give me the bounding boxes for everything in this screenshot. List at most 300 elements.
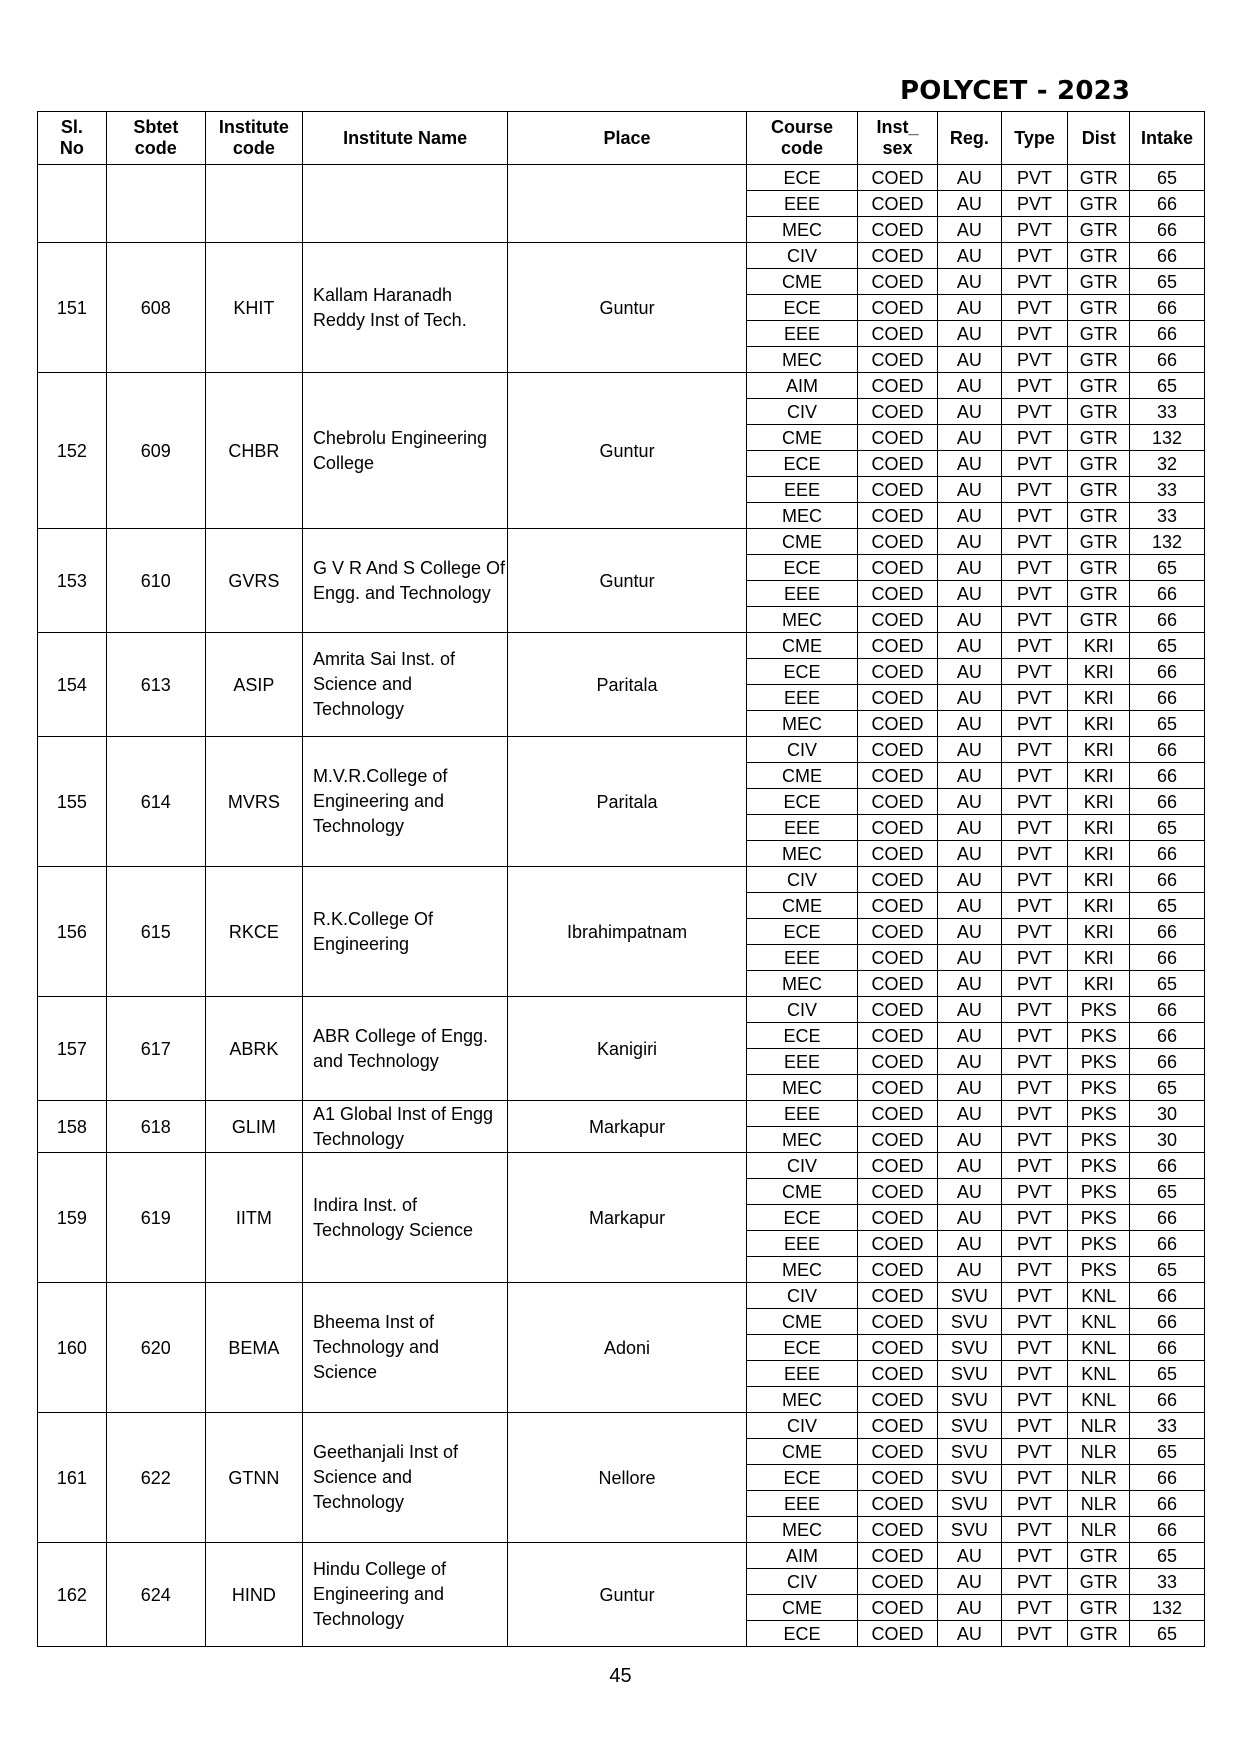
intake-cell: 66 [1130,1049,1205,1075]
region-cell: AU [937,1075,1001,1101]
institute-name-cell: Kallam Haranadh Reddy Inst of Tech. [302,243,507,373]
inst-sex-cell: COED [858,659,938,685]
institute-name-cell: Indira Inst. of Technology Science [302,1153,507,1283]
course-code-cell: CIV [746,867,857,893]
intake-cell: 32 [1130,451,1205,477]
district-cell: GTR [1068,347,1130,373]
district-cell: PKS [1068,1127,1130,1153]
course-code-cell: EEE [746,1231,857,1257]
district-cell: GTR [1068,581,1130,607]
course-code-cell: CME [746,269,857,295]
type-cell: PVT [1001,1231,1068,1257]
institute-name-cell: ABR College of Engg. and Technology [302,997,507,1101]
type-cell: PVT [1001,191,1068,217]
intake-cell: 66 [1130,737,1205,763]
inst-sex-cell: COED [858,1283,938,1309]
inst-sex-cell: COED [858,581,938,607]
district-cell: KRI [1068,867,1130,893]
inst-sex-cell: COED [858,711,938,737]
type-cell: PVT [1001,555,1068,581]
region-cell: AU [937,477,1001,503]
type-cell: PVT [1001,1075,1068,1101]
inst-sex-cell: COED [858,399,938,425]
type-cell: PVT [1001,451,1068,477]
table-row [38,633,1205,659]
intake-cell: 66 [1130,685,1205,711]
sl-no-cell: 151 [38,243,107,373]
district-cell: GTR [1068,503,1130,529]
type-cell: PVT [1001,945,1068,971]
district-cell: KNL [1068,1361,1130,1387]
institute-code-cell: ASIP [205,633,302,737]
region-cell: AU [937,633,1001,659]
district-cell: KNL [1068,1335,1130,1361]
district-cell: NLR [1068,1517,1130,1543]
intake-cell: 66 [1130,1153,1205,1179]
inst-sex-cell: COED [858,477,938,503]
region-cell: AU [937,763,1001,789]
intake-cell: 65 [1130,1543,1205,1569]
place-cell: Markapur [508,1153,747,1283]
type-cell: PVT [1001,217,1068,243]
inst-sex-cell: COED [858,867,938,893]
course-code-cell: MEC [746,841,857,867]
inst-sex-cell: COED [858,1231,938,1257]
table-row [38,1413,1205,1439]
column-header-district [1068,112,1130,165]
region-cell: AU [937,581,1001,607]
inst-sex-cell: COED [858,269,938,295]
inst-sex-cell: COED [858,295,938,321]
inst-sex-cell: COED [858,503,938,529]
course-code-cell: MEC [746,1075,857,1101]
district-cell: KNL [1068,1309,1130,1335]
type-cell: PVT [1001,1439,1068,1465]
district-cell: NLR [1068,1491,1130,1517]
institute-name-cell: Amrita Sai Inst. of Science and Technology [302,633,507,737]
region-cell: AU [937,191,1001,217]
place-cell: Paritala [508,633,747,737]
type-cell: PVT [1001,477,1068,503]
region-cell: AU [937,815,1001,841]
intake-cell: 132 [1130,529,1205,555]
type-cell: PVT [1001,503,1068,529]
district-cell: KRI [1068,919,1130,945]
course-code-cell: CIV [746,1413,857,1439]
region-cell: SVU [937,1465,1001,1491]
region-cell: AU [937,451,1001,477]
inst-sex-cell: COED [858,789,938,815]
course-code-cell: CME [746,763,857,789]
region-cell: SVU [937,1439,1001,1465]
column-header-line: Type [1014,127,1055,148]
place-cell: Guntur [508,243,747,373]
inst-sex-cell: COED [858,1595,938,1621]
intake-cell: 66 [1130,191,1205,217]
region-cell: AU [937,373,1001,399]
institute-code-cell: GVRS [205,529,302,633]
column-header-line: Place [603,127,651,148]
table-row [38,243,1205,269]
course-code-cell: MEC [746,607,857,633]
region-cell: AU [937,867,1001,893]
sbtet-code-cell [106,165,205,243]
course-code-cell: EEE [746,815,857,841]
type-cell: PVT [1001,971,1068,997]
district-cell: NLR [1068,1413,1130,1439]
column-header-institute-name [302,112,507,165]
district-cell: GTR [1068,373,1130,399]
inst-sex-cell: COED [858,1179,938,1205]
sl-no-cell: 152 [38,373,107,529]
column-header-line: Reg. [949,127,989,148]
column-header-line: No [59,138,84,158]
sl-no-cell: 161 [38,1413,107,1543]
inst-sex-cell: COED [858,451,938,477]
course-code-cell: CME [746,1439,857,1465]
column-header-type [1001,112,1068,165]
intake-cell: 66 [1130,1335,1205,1361]
column-header-line: Institute [218,117,289,137]
type-cell: PVT [1001,737,1068,763]
district-cell: GTR [1068,1543,1130,1569]
region-cell: AU [937,217,1001,243]
region-cell: AU [937,971,1001,997]
district-cell: KRI [1068,763,1130,789]
intake-cell: 66 [1130,347,1205,373]
course-code-cell: MEC [746,347,857,373]
sl-no-cell: 153 [38,529,107,633]
type-cell: PVT [1001,581,1068,607]
district-cell: GTR [1068,425,1130,451]
type-cell: PVT [1001,1283,1068,1309]
institute-code-cell: BEMA [205,1283,302,1413]
institute-intake-table [37,111,1205,1647]
inst-sex-cell: COED [858,1075,938,1101]
course-code-cell: ECE [746,1205,857,1231]
district-cell: PKS [1068,1075,1130,1101]
course-code-cell: ECE [746,919,857,945]
region-cell: AU [937,295,1001,321]
sbtet-code-cell: 615 [106,867,205,997]
intake-cell: 66 [1130,659,1205,685]
course-code-cell: CME [746,529,857,555]
inst-sex-cell: COED [858,1569,938,1595]
sl-no-cell: 158 [38,1101,107,1153]
column-header-line: sex [882,138,913,158]
district-cell: KRI [1068,685,1130,711]
sbtet-code-cell: 622 [106,1413,205,1543]
column-header-course-code [746,112,857,165]
type-cell: PVT [1001,1179,1068,1205]
district-cell: GTR [1068,1569,1130,1595]
course-code-cell: CME [746,1309,857,1335]
table-row [38,737,1205,763]
district-cell: PKS [1068,1257,1130,1283]
inst-sex-cell: COED [858,971,938,997]
column-header-line: code [232,138,275,158]
place-cell: Ibrahimpatnam [508,867,747,997]
inst-sex-cell: COED [858,191,938,217]
type-cell: PVT [1001,1127,1068,1153]
type-cell: PVT [1001,1101,1068,1127]
table-row [38,1153,1205,1179]
table-row [38,529,1205,555]
type-cell: PVT [1001,1595,1068,1621]
inst-sex-cell: COED [858,1127,938,1153]
district-cell: KRI [1068,841,1130,867]
type-cell: PVT [1001,867,1068,893]
intake-cell: 66 [1130,1283,1205,1309]
sbtet-code-cell: 624 [106,1543,205,1647]
intake-cell: 66 [1130,1387,1205,1413]
inst-sex-cell: COED [858,217,938,243]
inst-sex-cell: COED [858,555,938,581]
type-cell: PVT [1001,529,1068,555]
sbtet-code-cell: 618 [106,1101,205,1153]
type-cell: PVT [1001,399,1068,425]
type-cell: PVT [1001,295,1068,321]
intake-cell: 66 [1130,243,1205,269]
type-cell: PVT [1001,815,1068,841]
intake-cell: 66 [1130,1517,1205,1543]
type-cell: PVT [1001,1413,1068,1439]
institute-name-cell: Chebrolu Engineering College [302,373,507,529]
course-code-cell: ECE [746,451,857,477]
course-code-cell: CME [746,425,857,451]
inst-sex-cell: COED [858,165,938,191]
course-code-cell: CME [746,1595,857,1621]
region-cell: SVU [937,1361,1001,1387]
type-cell: PVT [1001,607,1068,633]
table-row [38,1543,1205,1569]
sbtet-code-cell: 620 [106,1283,205,1413]
column-header-institute-code [205,112,302,165]
inst-sex-cell: COED [858,1543,938,1569]
institute-code-cell: GLIM [205,1101,302,1153]
region-cell: SVU [937,1517,1001,1543]
column-header-intake [1130,112,1205,165]
district-cell: KRI [1068,971,1130,997]
sl-no-cell: 155 [38,737,107,867]
course-code-cell: AIM [746,373,857,399]
region-cell: AU [937,425,1001,451]
sl-no-cell: 156 [38,867,107,997]
institute-name-cell [302,165,507,243]
inst-sex-cell: COED [858,1439,938,1465]
place-cell: Markapur [508,1101,747,1153]
district-cell: GTR [1068,243,1130,269]
column-header-place [508,112,747,165]
type-cell: PVT [1001,1049,1068,1075]
intake-cell: 65 [1130,269,1205,295]
column-header-sl-no [38,112,107,165]
type-cell: PVT [1001,1309,1068,1335]
intake-cell: 65 [1130,633,1205,659]
inst-sex-cell: COED [858,347,938,373]
district-cell: PKS [1068,1153,1130,1179]
region-cell: AU [937,607,1001,633]
type-cell: PVT [1001,269,1068,295]
course-code-cell: EEE [746,477,857,503]
column-header-line: Inst_ [876,117,919,137]
intake-cell: 30 [1130,1127,1205,1153]
intake-cell: 66 [1130,581,1205,607]
district-cell: GTR [1068,399,1130,425]
intake-cell: 65 [1130,555,1205,581]
table-row [38,1101,1205,1127]
course-code-cell: MEC [746,711,857,737]
intake-cell: 33 [1130,1413,1205,1439]
course-code-cell: EEE [746,685,857,711]
sbtet-code-cell: 614 [106,737,205,867]
course-code-cell: EEE [746,321,857,347]
type-cell: PVT [1001,1491,1068,1517]
column-header-line: Institute Name [343,127,468,148]
region-cell: AU [937,1023,1001,1049]
region-cell: AU [937,945,1001,971]
place-cell [508,165,747,243]
region-cell: AU [937,321,1001,347]
inst-sex-cell: COED [858,1101,938,1127]
course-code-cell: ECE [746,1023,857,1049]
place-cell: Guntur [508,373,747,529]
course-code-cell: ECE [746,295,857,321]
intake-cell: 65 [1130,893,1205,919]
region-cell: AU [937,503,1001,529]
district-cell: NLR [1068,1465,1130,1491]
region-cell: AU [937,1153,1001,1179]
district-cell: GTR [1068,1595,1130,1621]
course-code-cell: EEE [746,1049,857,1075]
sbtet-code-cell: 619 [106,1153,205,1283]
region-cell: SVU [937,1283,1001,1309]
region-cell: AU [937,399,1001,425]
sl-no-cell: 160 [38,1283,107,1413]
type-cell: PVT [1001,1361,1068,1387]
column-header-region [937,112,1001,165]
intake-cell: 66 [1130,1465,1205,1491]
region-cell: AU [937,529,1001,555]
inst-sex-cell: COED [858,1049,938,1075]
table-row [38,1283,1205,1309]
region-cell: AU [937,737,1001,763]
district-cell: PKS [1068,1179,1130,1205]
course-code-cell: CIV [746,1153,857,1179]
sbtet-code-cell: 613 [106,633,205,737]
inst-sex-cell: COED [858,321,938,347]
place-cell: Kanigiri [508,997,747,1101]
inst-sex-cell: COED [858,919,938,945]
intake-cell: 65 [1130,971,1205,997]
inst-sex-cell: COED [858,633,938,659]
intake-cell: 66 [1130,1205,1205,1231]
region-cell: AU [937,1595,1001,1621]
region-cell: SVU [937,1309,1001,1335]
type-cell: PVT [1001,659,1068,685]
type-cell: PVT [1001,711,1068,737]
type-cell: PVT [1001,893,1068,919]
place-cell: Paritala [508,737,747,867]
type-cell: PVT [1001,321,1068,347]
institute-code-cell: KHIT [205,243,302,373]
course-code-cell: MEC [746,1127,857,1153]
institute-name-cell: Bheema Inst of Technology and Science [302,1283,507,1413]
region-cell: SVU [937,1491,1001,1517]
inst-sex-cell: COED [858,1491,938,1517]
intake-cell: 66 [1130,1491,1205,1517]
course-code-cell: MEC [746,1517,857,1543]
district-cell: GTR [1068,477,1130,503]
inst-sex-cell: COED [858,1361,938,1387]
intake-cell: 65 [1130,815,1205,841]
intake-cell: 66 [1130,217,1205,243]
intake-cell: 65 [1130,1179,1205,1205]
inst-sex-cell: COED [858,529,938,555]
type-cell: PVT [1001,1569,1068,1595]
course-code-cell: MEC [746,1387,857,1413]
intake-cell: 66 [1130,945,1205,971]
inst-sex-cell: COED [858,1387,938,1413]
region-cell: AU [937,1179,1001,1205]
district-cell: PKS [1068,1101,1130,1127]
sbtet-code-cell: 610 [106,529,205,633]
intake-cell: 65 [1130,1257,1205,1283]
region-cell: AU [937,711,1001,737]
inst-sex-cell: COED [858,1465,938,1491]
intake-cell: 65 [1130,165,1205,191]
inst-sex-cell: COED [858,1517,938,1543]
course-code-cell: CIV [746,997,857,1023]
region-cell: AU [937,269,1001,295]
institute-code-cell: HIND [205,1543,302,1647]
intake-cell: 66 [1130,841,1205,867]
type-cell: PVT [1001,1517,1068,1543]
region-cell: SVU [937,1413,1001,1439]
type-cell: PVT [1001,841,1068,867]
institute-name-cell: R.K.College Of Engineering [302,867,507,997]
type-cell: PVT [1001,1543,1068,1569]
table-row [38,867,1205,893]
course-code-cell: EEE [746,1361,857,1387]
course-code-cell: ECE [746,1335,857,1361]
inst-sex-cell: COED [858,893,938,919]
institute-code-cell: RKCE [205,867,302,997]
institute-name-cell: A1 Global Inst of Engg Technology [302,1101,507,1153]
district-cell: KRI [1068,711,1130,737]
inst-sex-cell: COED [858,815,938,841]
inst-sex-cell: COED [858,997,938,1023]
table-body [38,165,1205,1647]
region-cell: AU [937,1569,1001,1595]
course-code-cell: MEC [746,971,857,997]
course-code-cell: CIV [746,399,857,425]
region-cell: AU [937,1049,1001,1075]
column-header-line: Course [770,117,833,137]
course-code-cell: ECE [746,1621,857,1647]
region-cell: AU [937,1543,1001,1569]
course-code-cell: EEE [746,1491,857,1517]
inst-sex-cell: COED [858,1205,938,1231]
sl-no-cell: 159 [38,1153,107,1283]
region-cell: AU [937,997,1001,1023]
district-cell: PKS [1068,1231,1130,1257]
type-cell: PVT [1001,243,1068,269]
inst-sex-cell: COED [858,1413,938,1439]
type-cell: PVT [1001,347,1068,373]
sbtet-code-cell: 608 [106,243,205,373]
region-cell: AU [937,347,1001,373]
